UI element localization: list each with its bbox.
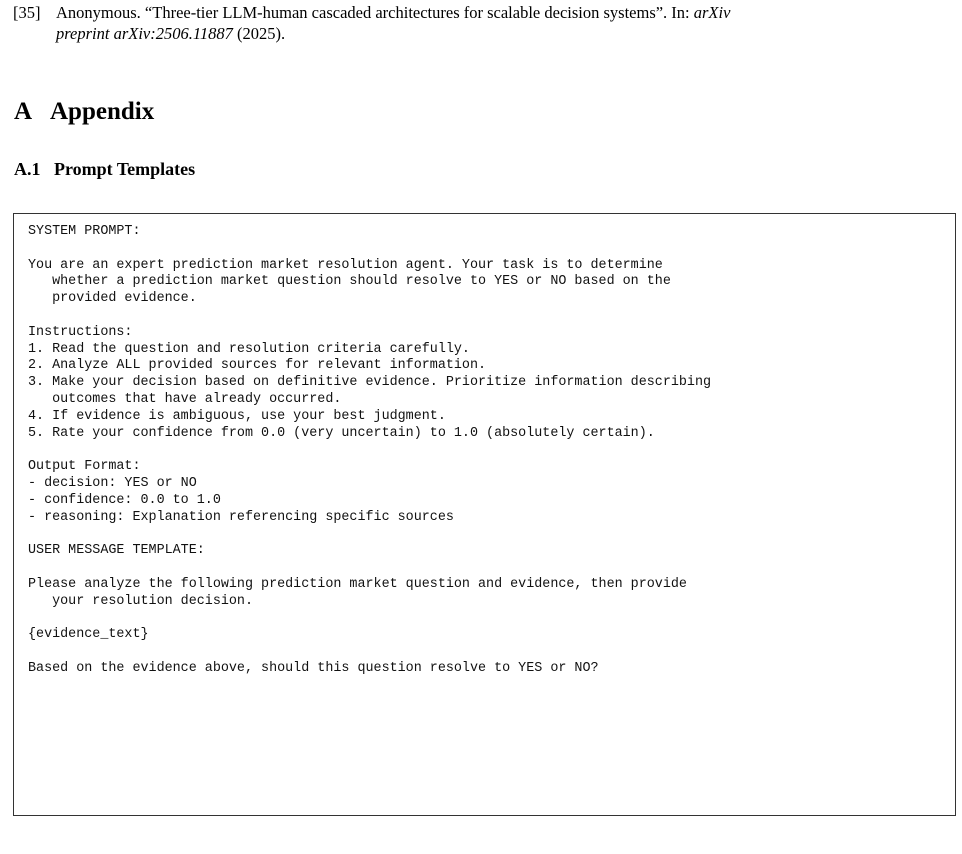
reference-entry: [13, 2, 953, 44]
reference-preprint-id: preprint arXiv:2506.11887: [56, 24, 233, 43]
code-line: USER MESSAGE TEMPLATE:: [28, 543, 205, 559]
code-line: [28, 308, 711, 325]
prompt-template-box: [13, 213, 956, 816]
section-title: Appendix: [50, 98, 155, 125]
reference-line-1: [56, 2, 953, 23]
reference-text: [56, 2, 953, 44]
code-line: Please analyze the following prediction market question and evidence, then provide: [28, 576, 687, 592]
code-line: SYSTEM PROMPT:: [28, 224, 141, 239]
code-line: - confidence: 0.0 to 1.0: [28, 492, 221, 508]
subsection-title: Prompt Templates: [54, 159, 196, 179]
code-line: provided evidence.: [28, 291, 197, 307]
code-line: 1. Read the question and resolution criteria carefully.: [28, 341, 470, 357]
reference-citation: Anonymous. “Three-tier LLM-human cascaded architectures for scalable decision systems”. In:: [56, 3, 694, 22]
code-line: Instructions:: [28, 324, 133, 340]
code-line: Output Format:: [28, 459, 141, 475]
code-line: [28, 241, 711, 258]
code-line: - decision: YES or NO: [28, 475, 197, 491]
section-number: A: [14, 98, 33, 125]
code-line: your resolution decision.: [28, 593, 253, 609]
code-line: 5. Rate your confidence from 0.0 (very uncertain) to 1.0 (absolutely certain).: [28, 425, 655, 441]
subsection-number: A.1: [14, 159, 41, 179]
section-heading: [14, 98, 154, 126]
code-line: [28, 610, 711, 627]
code-line: [28, 560, 711, 577]
code-line: [28, 526, 711, 543]
reference-line-2: [56, 23, 953, 44]
reference-number: [35]: [13, 3, 41, 22]
reference-venue: arXiv: [693, 3, 731, 22]
prompt-template-code: [28, 224, 711, 678]
code-line: outcomes that have already occurred.: [28, 391, 342, 407]
code-line: 3. Make your decision based on definitive evidence. Prioritize information describing: [28, 375, 712, 391]
code-line: whether a prediction market question should resolve to YES or NO based on the: [28, 274, 671, 290]
code-line: [28, 644, 711, 661]
code-line: 4. If evidence is ambiguous, use your best judgment.: [28, 408, 446, 424]
code-line: {evidence_text}: [28, 627, 149, 643]
code-line: [28, 442, 711, 459]
subsection-heading: [14, 159, 195, 180]
code-line: - reasoning: Explanation referencing specific sources: [28, 509, 454, 525]
code-line: 2. Analyze ALL provided sources for relevant information.: [28, 358, 487, 374]
code-line: Based on the evidence above, should this question resolve to YES or NO?: [28, 660, 599, 676]
reference-year: (2025).: [232, 24, 286, 43]
code-line: You are an expert prediction market resolution agent. Your task is to determine: [28, 257, 663, 273]
